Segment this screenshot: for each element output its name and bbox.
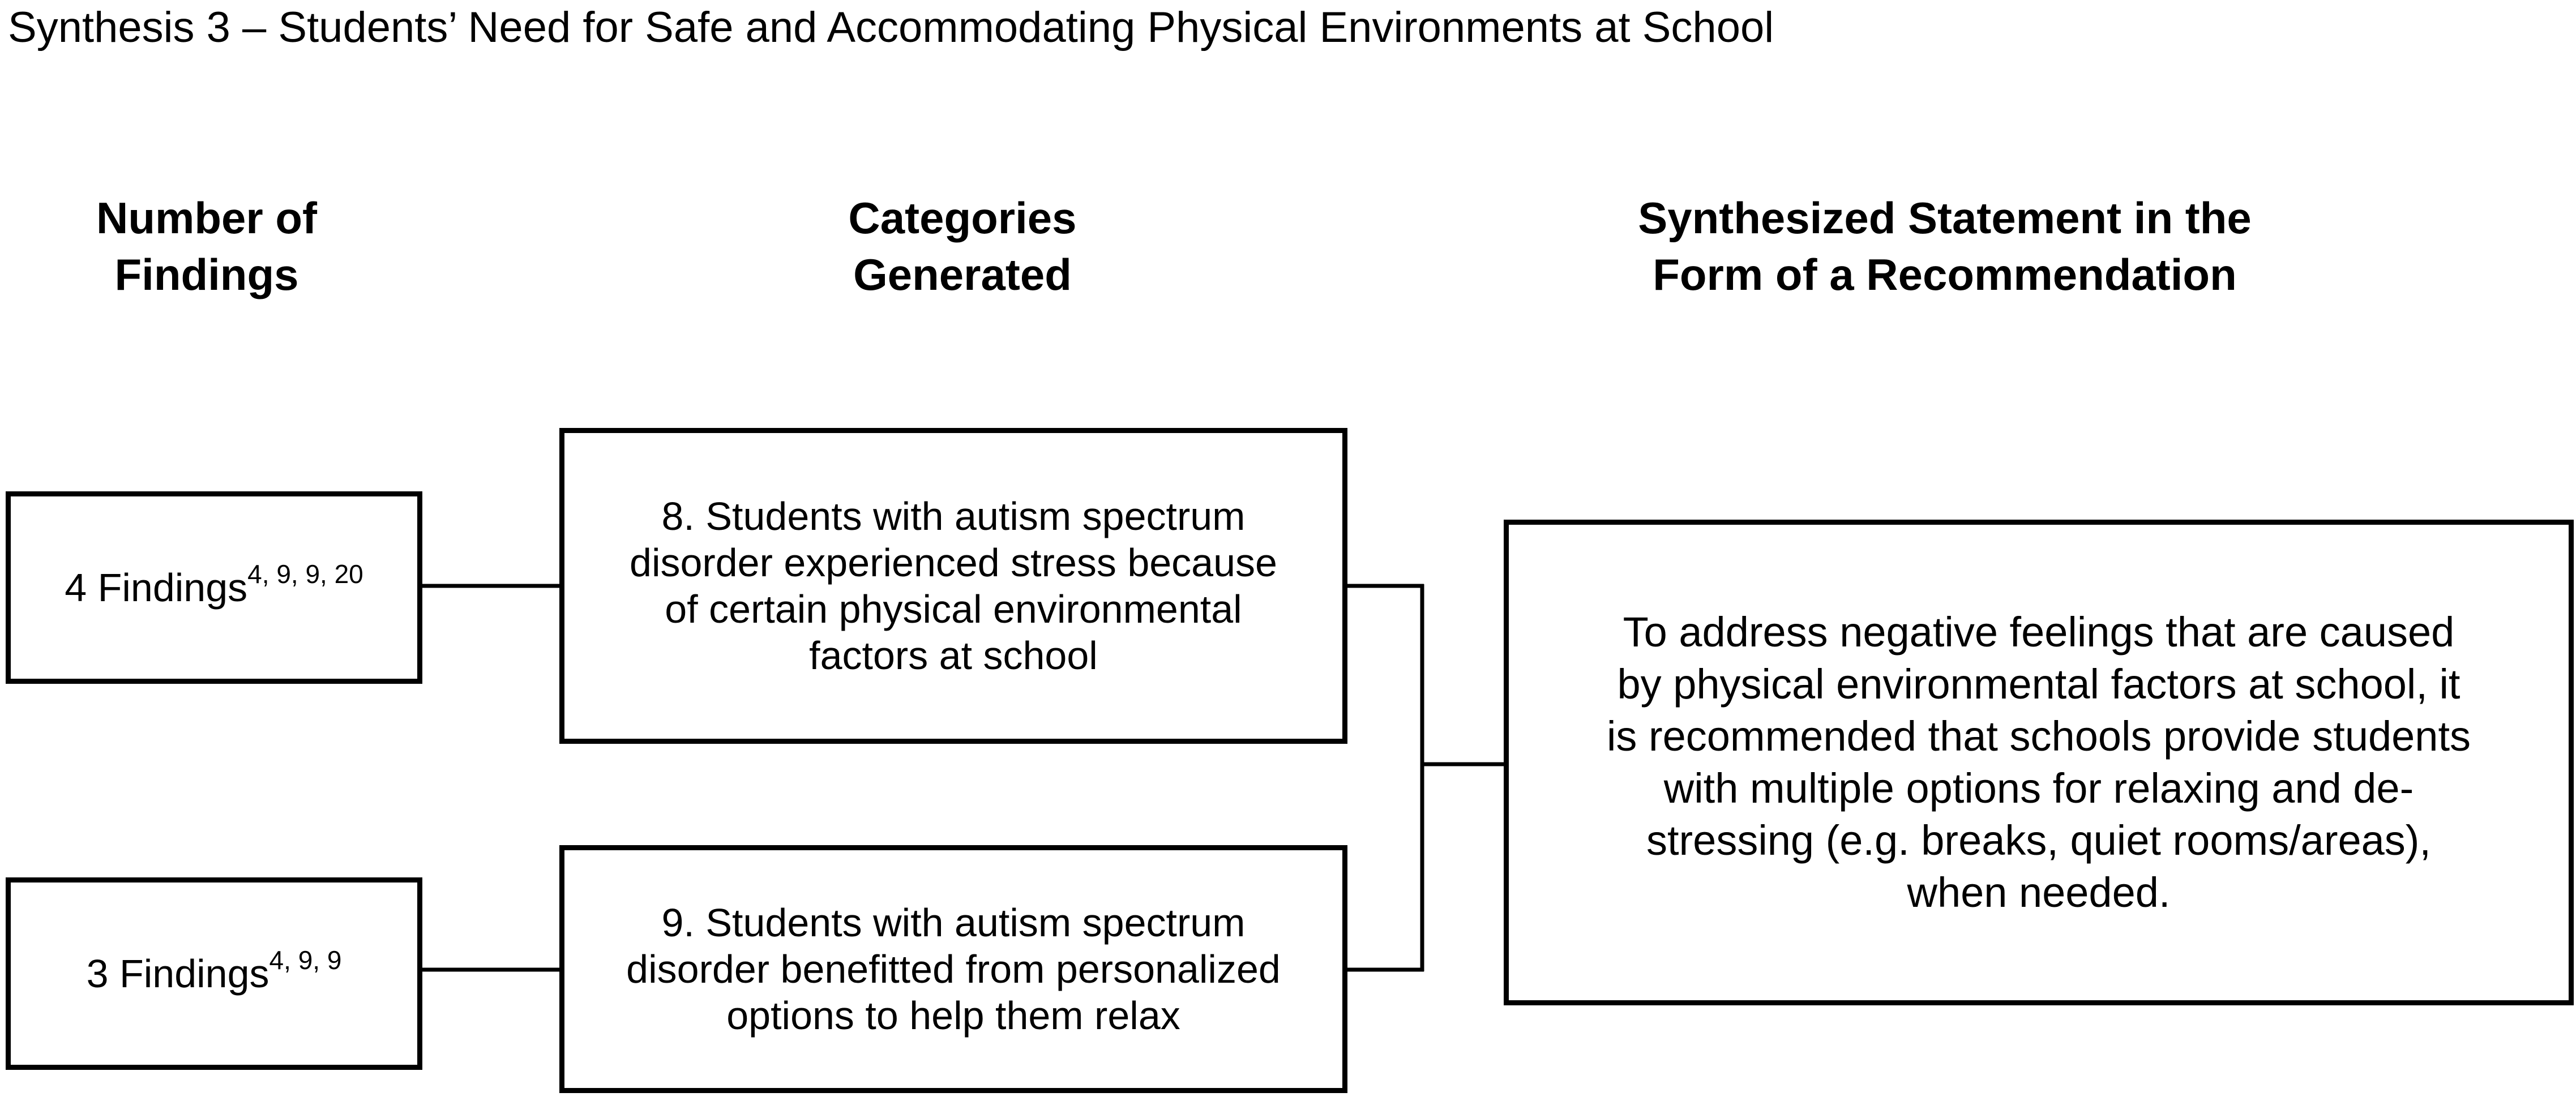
recommendation-box xyxy=(1504,520,2574,1005)
category-box-9 xyxy=(559,845,1347,1093)
category-9-text xyxy=(626,899,1281,1039)
recommendation-line-3: is recommended that schools provide students xyxy=(1606,713,2471,760)
header-synthesized-line-2: Form of a Recommendation xyxy=(1653,250,2237,299)
recommendation-line-5: stressing (e.g. breaks, quiet rooms/areas), xyxy=(1646,817,2431,864)
diagram-title: Synthesis 3 – Students’ Need for Safe and Accommodating Physical Environments at School xyxy=(8,3,1774,52)
header-findings-line-1: Number of xyxy=(96,193,317,243)
findings-box-1 xyxy=(6,491,422,684)
category-8-line-4: factors at school xyxy=(809,633,1098,678)
header-categories-line-1: Categories xyxy=(848,193,1077,243)
findings-2-refs: 4, 9, 9 xyxy=(269,945,342,975)
header-findings-line-2: Findings xyxy=(114,250,299,299)
findings-1-refs: 4, 9, 9, 20 xyxy=(247,559,363,589)
category-9-line-3: options to help them relax xyxy=(726,993,1180,1038)
category-8-line-2: disorder experienced stress because xyxy=(630,541,1277,585)
recommendation-text xyxy=(1607,606,2471,919)
recommendation-line-1: To address negative feelings that are caused xyxy=(1623,609,2455,656)
category-9-line-1: 9. Students with autism spectrum xyxy=(661,901,1246,945)
findings-box-2-text xyxy=(86,945,342,997)
recommendation-line-4: with multiple options for relaxing and de- xyxy=(1663,765,2414,812)
recommendation-line-6: when needed. xyxy=(1907,869,2171,916)
findings-2-label: 3 Findings xyxy=(86,952,269,996)
findings-box-2 xyxy=(6,877,422,1070)
category-8-line-3: of certain physical environmental xyxy=(665,587,1242,631)
findings-1-label: 4 Findings xyxy=(65,566,248,610)
category-8-text xyxy=(630,493,1277,679)
header-categories-line-2: Generated xyxy=(853,250,1072,299)
recommendation-line-2: by physical environmental factors at school, it xyxy=(1617,661,2461,708)
category-8-line-1: 8. Students with autism spectrum xyxy=(661,494,1246,538)
header-synthesized-line-1: Synthesized Statement in the xyxy=(1638,193,2252,243)
category-box-8 xyxy=(559,428,1347,744)
category-9-line-2: disorder benefitted from personalized xyxy=(626,947,1281,991)
findings-box-1-text xyxy=(65,559,363,611)
